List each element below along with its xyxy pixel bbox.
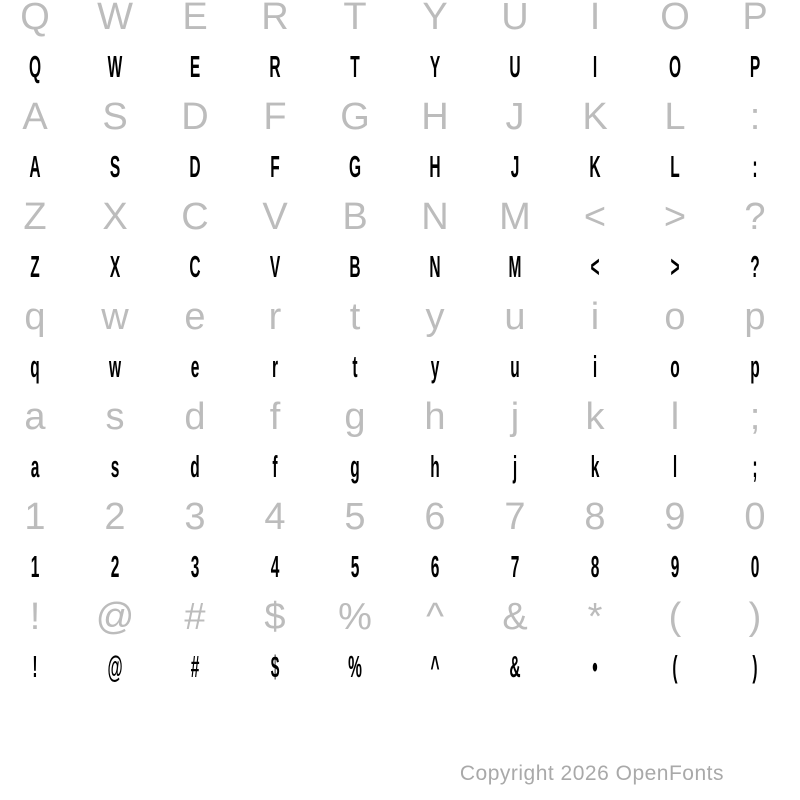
glyph-cell: G (340, 95, 370, 138)
glyph-cell: 4 (264, 495, 286, 538)
glyph-cell: ; (749, 395, 761, 438)
glyph-cell: F (270, 149, 280, 184)
glyph-cell: a (24, 395, 46, 438)
glyph-cell: 9 (670, 549, 680, 584)
glyph-cell: ( (668, 595, 682, 638)
glyph-cell: < (583, 195, 607, 238)
glyph-cell: V (262, 195, 288, 238)
glyph-cell: H (429, 149, 441, 184)
glyph-cell: p (744, 295, 766, 338)
glyph-cell: i (592, 349, 598, 384)
glyph-cell: H (421, 95, 449, 138)
glyph-cell: > (670, 249, 680, 284)
glyph-cell: r (271, 349, 279, 384)
glyph-cell: p (750, 349, 760, 384)
glyph-cell: F (263, 95, 287, 138)
glyph-cell: 8 (584, 495, 606, 538)
glyph-cell: u (504, 295, 526, 338)
glyph-cell: h (424, 395, 446, 438)
glyph-cell: W (107, 49, 123, 84)
glyph-cell: : (752, 149, 758, 184)
glyph-cell: Y (429, 49, 441, 84)
glyph-cell: 2 (104, 495, 126, 538)
glyph-cell: < (590, 249, 600, 284)
specimen-row-black (0, 442, 800, 492)
glyph-cell: 2 (110, 549, 120, 584)
glyph-cell: Y (422, 0, 448, 38)
glyph-cell: S (109, 149, 121, 184)
glyph-cell: 6 (424, 495, 446, 538)
glyph-cell: M (499, 195, 531, 238)
glyph-cell: q (30, 349, 40, 384)
glyph-cell: & (509, 649, 521, 684)
glyph-cell: O (668, 49, 682, 84)
glyph-cell: B (349, 249, 361, 284)
glyph-cell: ^ (426, 595, 444, 638)
glyph-cell: X (109, 249, 121, 284)
glyph-cell: 3 (190, 549, 200, 584)
glyph-cell: P (749, 49, 761, 84)
specimen-row-gray (0, 292, 800, 342)
glyph-cell: % (338, 595, 372, 638)
glyph-cell: R (261, 0, 289, 38)
glyph-cell: 3 (184, 495, 206, 538)
glyph-cell: E (182, 0, 208, 38)
glyph-cell: J (505, 95, 525, 138)
glyph-cell: # (184, 595, 206, 638)
glyph-cell: > (663, 195, 687, 238)
glyph-cell: d (184, 395, 206, 438)
glyph-cell: 9 (664, 495, 686, 538)
glyph-cell: ) (748, 595, 762, 638)
glyph-cell: 5 (350, 549, 360, 584)
glyph-cell: ( (672, 649, 678, 684)
glyph-cell: P (742, 0, 768, 38)
glyph-cell: f (269, 395, 281, 438)
glyph-cell: 0 (750, 549, 760, 584)
specimen-row-gray (0, 492, 800, 542)
glyph-cell: d (190, 449, 200, 484)
glyph-cell: l (672, 449, 678, 484)
glyph-cell: S (102, 95, 128, 138)
glyph-cell: y (430, 349, 440, 384)
glyph-cell: U (501, 0, 529, 38)
glyph-cell: u (510, 349, 520, 384)
glyph-cell: g (350, 449, 360, 484)
specimen-row-gray (0, 592, 800, 642)
glyph-cell: % (348, 649, 362, 684)
glyph-cell: 7 (504, 495, 526, 538)
glyph-cell: 4 (270, 549, 280, 584)
glyph-cell: R (269, 49, 281, 84)
glyph-cell: K (582, 95, 608, 138)
specimen-row-gray (0, 392, 800, 442)
glyph-cell: s (105, 395, 125, 438)
glyph-cell: A (29, 149, 41, 184)
glyph-cell: C (181, 195, 209, 238)
glyph-cell: q (24, 295, 46, 338)
glyph-cell: ) (752, 649, 758, 684)
glyph-cell: 8 (590, 549, 600, 584)
glyph-cell: : (749, 95, 761, 138)
glyph-cell: ? (750, 249, 760, 284)
glyph-cell: U (509, 49, 521, 84)
glyph-cell: Z (23, 195, 47, 238)
glyph-cell: X (102, 195, 128, 238)
glyph-cell: 1 (24, 495, 46, 538)
glyph-cell: T (350, 49, 360, 84)
glyph-cell: k (590, 449, 600, 484)
glyph-cell: W (97, 0, 133, 38)
glyph-cell: A (22, 95, 48, 138)
glyph-cell: L (670, 149, 680, 184)
specimen-row-black (0, 42, 800, 92)
glyph-cell: t (352, 349, 358, 384)
glyph-cell: 0 (744, 495, 766, 538)
glyph-cell: Z (30, 249, 40, 284)
glyph-cell: k (585, 395, 605, 438)
glyph-cell: h (430, 449, 440, 484)
specimen-row-black (0, 242, 800, 292)
glyph-cell: j (512, 449, 518, 484)
glyph-cell: C (189, 249, 201, 284)
glyph-cell: $ (270, 649, 280, 684)
glyph-cell: g (344, 395, 366, 438)
specimen-row-gray (0, 0, 800, 42)
specimen-row-black (0, 342, 800, 392)
glyph-cell: t (349, 295, 361, 338)
glyph-cell: s (110, 449, 120, 484)
glyph-cell: @ (95, 595, 135, 638)
glyph-cell: • (592, 649, 598, 684)
glyph-cell: * (587, 595, 603, 638)
copyright-text: Copyright 2026 OpenFonts (459, 762, 724, 785)
glyph-cell: ^ (430, 649, 440, 684)
glyph-cell: ! (32, 649, 38, 684)
glyph-cell: N (421, 195, 449, 238)
specimen-row-black (0, 142, 800, 192)
glyph-cell: K (589, 149, 601, 184)
glyph-cell: 6 (430, 549, 440, 584)
glyph-cell: D (181, 95, 209, 138)
glyph-cell: o (670, 349, 680, 384)
glyph-cell: V (269, 249, 281, 284)
glyph-cell: D (189, 149, 201, 184)
glyph-cell: M (508, 249, 522, 284)
glyph-cell: Q (20, 0, 50, 38)
glyph-cell: T (343, 0, 367, 38)
glyph-cell: e (190, 349, 200, 384)
glyph-cell: a (30, 449, 40, 484)
glyph-cell: G (348, 149, 362, 184)
glyph-cell: o (664, 295, 686, 338)
glyph-cell: E (189, 49, 201, 84)
glyph-cell: ? (744, 195, 766, 238)
glyph-cell: f (272, 449, 278, 484)
glyph-cell: l (670, 395, 680, 438)
specimen-row-black (0, 542, 800, 592)
specimen-row-black (0, 642, 800, 692)
glyph-cell: w (108, 349, 122, 384)
glyph-cell: j (510, 395, 520, 438)
glyph-cell: J (510, 149, 520, 184)
glyph-cell: I (592, 49, 598, 84)
glyph-cell: $ (264, 595, 286, 638)
glyph-cell: Q (28, 49, 42, 84)
glyph-cell: I (589, 0, 601, 38)
glyph-cell: O (660, 0, 690, 38)
glyph-cell: r (268, 295, 282, 338)
glyph-cell: L (664, 95, 686, 138)
glyph-cell: ! (29, 595, 41, 638)
specimen-row-gray (0, 192, 800, 242)
glyph-cell: y (425, 295, 445, 338)
glyph-cell: @ (107, 649, 123, 684)
glyph-cell: ; (752, 449, 758, 484)
glyph-cell: w (101, 295, 129, 338)
glyph-cell: e (184, 295, 206, 338)
specimen-row-gray (0, 92, 800, 142)
glyph-cell: 1 (30, 549, 40, 584)
glyph-cell: & (502, 595, 528, 638)
glyph-cell: 5 (344, 495, 366, 538)
glyph-cell: i (590, 295, 600, 338)
glyph-cell: # (190, 649, 200, 684)
glyph-cell: N (429, 249, 441, 284)
glyph-cell: 7 (510, 549, 520, 584)
glyph-cell: B (342, 195, 368, 238)
